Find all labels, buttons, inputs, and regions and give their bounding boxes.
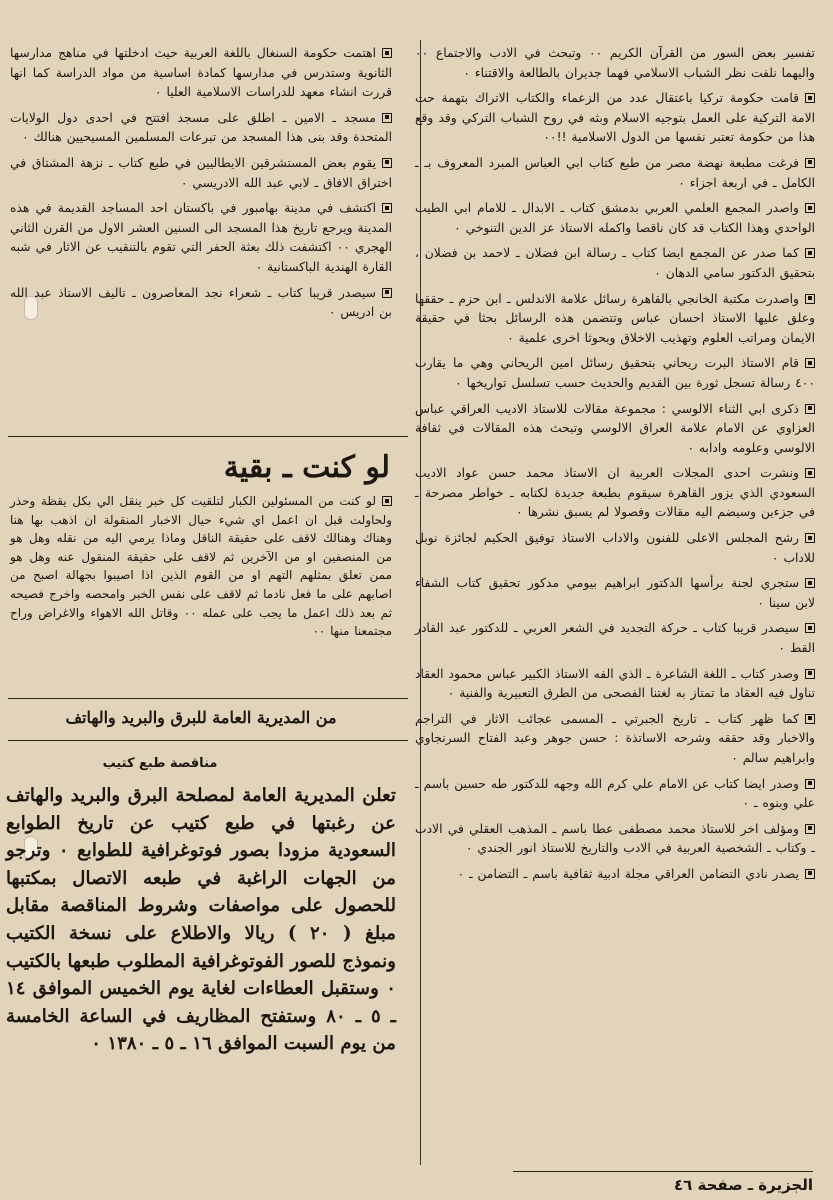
news-item: اكتشف في مدينة بهامبور في باكستان احد المساجد القديمة في هذه المدينة ويرجع تاريخ هذا المسجد الى السنين العشر الاول من القرن الثاني الهجري ٠٠ اكتشفت ذلك بعثة الحفر التي تقوم بالتنقيب عن الاثار في شبه القارة الهندية الباكستانية ٠: [10, 201, 393, 274]
bullet-icon: [805, 158, 815, 168]
bullet-icon: [805, 358, 815, 368]
bullet-icon: [805, 824, 815, 834]
bullet-icon: [805, 779, 815, 789]
bullet-icon: [805, 294, 815, 304]
bullet-icon: [805, 623, 815, 633]
section-divider: [8, 436, 408, 437]
bullet-icon: [805, 93, 815, 103]
news-item: كما صدر عن المجمع ايضا كتاب ـ رسالة ابن فضلان ـ لاحمد بن فضلان ، بتحقيق الدكتور سامي الدهان ٠: [415, 246, 815, 280]
bullet-icon: [805, 248, 815, 258]
box-text: لو كنت من المسئولين الكبار لتلقيت كل خبر ينقل الي بكل يقظة وحذر ولحاولت قبل ان اعمل اي شيء حيال الاخبار المنقولة ان اذهب بها هنا وهناك وهنالك لاقف على حقيقة الناقل وماذا يرمي اليه من نقله وهل هو من المنصفين او من الآخرين ثم لاقف على حقيقة المنقول عنه وهل هو ممن تعلق بمثلهم التهم او من القوم الذين اذا اصيبوا بجهالة اصبح من اصابهم على ما فعل نادما ثم لاقف على نفس الخبر وامحصه واخرج فصيحه ثم بعد ذلك اعمل ما يجب على عمله ٠٠ وقاتل الله الاهواء والاغراض وراح مجتمعنا منها ٠٠: [10, 494, 392, 639]
bullet-icon: [382, 48, 392, 58]
left-column: [10, 44, 392, 329]
ad-subtitle: مناقصة طبع كتيب: [102, 756, 218, 771]
box-article: [10, 492, 392, 647]
news-item: فرغت مطبعة نهضة مصر من طبع كتاب ابي العباس المبرد المعروف بـ ـ الكامل ـ في اربعة اجزاء ٠: [415, 155, 815, 190]
right-column: [415, 44, 815, 891]
ad-body: تعلن المديرية العامة لمصلحة البرق والبريد والهاتف عن رغبتها في طبع كتيب عن تاريخ الطوابع السعودية مزودا بصور فوتوغرافية للطوابع ٠ وترجو من الجهات الراغبة في طبعه الاتصال بمكتبها للحصول على مواصفات وشروط المناقصة مقابل مبلغ ( ٢٠ ) ريالا والاطلاع على نسخة الكتيب ونموذج للصور الفوتوغرافية المطلوب طبعها بالكتيب ٠ وستقبل العطاءات لغاية يوم الخميس الموافق ١٤ ـ ٥ ـ ٨٠ وستفتح المظاريف في الساعة الخامسة من يوم السبت الموافق ١٦ ـ ٥ ـ ١٣٨٠ ٠: [6, 785, 397, 1055]
bullet-icon: [805, 669, 815, 679]
news-item: واصدرت مكتبة الخانجي بالقاهرة رسائل علامة الاندلس ـ ابن حزم ـ حققها وعلق عليها الاستاذ احسان عباس وتتضمن هذه الرسائل بحثا في حقيقة الايمان ومراتب العلوم وتهذيب الاخلاق وبحوثا اخرى علمية ٠: [415, 291, 815, 345]
bullet-icon: [805, 533, 815, 543]
news-item: ذكرى ابي الثناء الالوسي : مجموعة مقالات للاستاذ الاديب العراقي عباس العزاوي عن الامام علامة العراق الالوسي وتبحث هذه المقالات في ثقافة الالوسي وعلومه وادابه ٠: [415, 401, 815, 455]
bullet-icon: [805, 404, 815, 414]
bullet-icon: [805, 468, 815, 478]
news-item: اهتمت حكومة السنغال باللغة العربية حيث ادخلتها في مناهج مدارسها الثانوية وستدرس في مدارسها كمادة اساسية من مواد الدراسة كما انها قررت انشاء معهد للدراسات الاسلامية العليا ٠: [10, 46, 392, 100]
news-item: كما ظهر كتاب ـ تاريخ الجبرتي ـ المسمى عجائب الاثار في التراجم والاخبار وقد حققه وشرحه الاساتذة : حسن جوهر وعبد الفتاح السرنجاوي وابراهيم سالم ٠: [415, 711, 815, 765]
bullet-icon: [382, 113, 392, 123]
box-title: لو كنت ـ بقية: [223, 450, 390, 485]
section-divider: [8, 740, 408, 741]
bullet-icon: [805, 869, 815, 879]
news-item: يصدر نادي التضامن العراقي مجلة ادبية ثقافية باسم ـ التضامن ـ ٠: [415, 865, 815, 885]
news-item: قامت حكومة تركيا باعتقال عدد من الزعماء والكتاب الاتراك بتهمة حث الامة التركية على العمل بتوجيه الاسلام وبثه في روح الشباب التركي وقد وقع هذا من حكومة تعتبر نفسها من الدول الاسلامية !!٠٠: [415, 91, 815, 145]
bullet-icon: [805, 578, 815, 588]
news-item: قام الاستاذ البرت ريحاني بتحقيق رسائل امين الريحاني وهي ما يقارب ٤٠٠ رسالة تسجل ثورة بين القديم والحديث حسب تسلسل تواريخها ٠: [415, 356, 815, 390]
page-footer: الجزيرة ـ صفحة ٤٦: [513, 1171, 813, 1194]
bullet-icon: [382, 203, 392, 213]
news-item: وصدر ايضا كتاب عن الامام علي كرم الله وجهه للدكتور طه حسين باسم ـ علي وبنوه ـ ٠: [415, 776, 815, 811]
news-item: يقوم بعض المستشرقين الايطاليين في طبع كتاب ـ نزهة المشتاق في اختراق الافاق ـ لابي عبد الله الادريسي ٠: [10, 155, 392, 190]
news-item: سيصدر قريبا كتاب ـ حركة التجديد في الشعر العربي ـ للدكتور عبد القادر القط ٠: [415, 621, 815, 656]
news-item: واصدر المجمع العلمي العربي بدمشق كتاب ـ الابدال ـ للامام ابي الطيب الواحدي وهذا الكتاب قد كان ناقصا واكمله الاستاذ عز الدين التنوخي ٠: [415, 201, 815, 235]
news-item: سيصدر قريبا كتاب ـ شعراء نجد المعاصرون ـ تاليف الاستاذ عبد الله بن ادريس ٠: [10, 285, 392, 320]
news-item: ونشرت احدى المجلات العربية ان الاستاذ محمد حسن عواد الاديب السعودي الذي يزور القاهرة سيقوم بطبعة جديدة لكتابه ـ خواطر مصرحة ـ في جزءين وسيضم اليه مقالات وفصولا لم يسبق نشرها ٠: [415, 466, 815, 520]
news-item: مسجد ـ الامين ـ اطلق على مسجد افتتح في احدى دول الولايات المتحدة وقد بنى هذا المسجد من تبرعات المسلمين المسيحيين هنالك ٠: [10, 110, 392, 145]
bullet-icon: [805, 714, 815, 724]
news-item: ومؤلف اخر للاستاذ محمد مصطفى عطا باسم ـ المذهب العقلي في الادب ـ وكتاب ـ الشخصية العربية في الادب والتاريخ للاستاذ انور الجندي ٠: [415, 821, 815, 856]
section-divider: [8, 698, 408, 699]
bullet-icon: [382, 496, 392, 506]
news-item: تفسير بعض السور من القرآن الكريم ٠٠ وتبحث في الادب والاجتماع ٠٠ واليهما نلفت نظر الشباب الاسلامي فهما جديران بالطالعة والاقتناء ٠: [415, 46, 815, 80]
news-item: رشح المجلس الاعلى للفنون والاداب الاستاذ توفيق الحكيم لجائزة نوبل للاداب ٠: [415, 531, 815, 565]
bullet-icon: [382, 288, 392, 298]
bullet-icon: [805, 203, 815, 213]
ad-header: من المديرية العامة للبرق والبريد والهاتف: [65, 708, 337, 727]
news-item: وصدر كتاب ـ اللغة الشاعرة ـ الذي الفه الاستاذ الكبير عباس محمود العقاد تناول فيه العقاد ما تمتاز به لغتنا الفصحى من الطرق التعبيرية والفنية ٠: [415, 666, 815, 701]
news-item: ستجري لجنة برأسها الدكتور ابراهيم بيومي مدكور تحقيق كتاب الشفاء لابن سينا ٠: [415, 576, 815, 610]
bullet-icon: [382, 158, 392, 168]
